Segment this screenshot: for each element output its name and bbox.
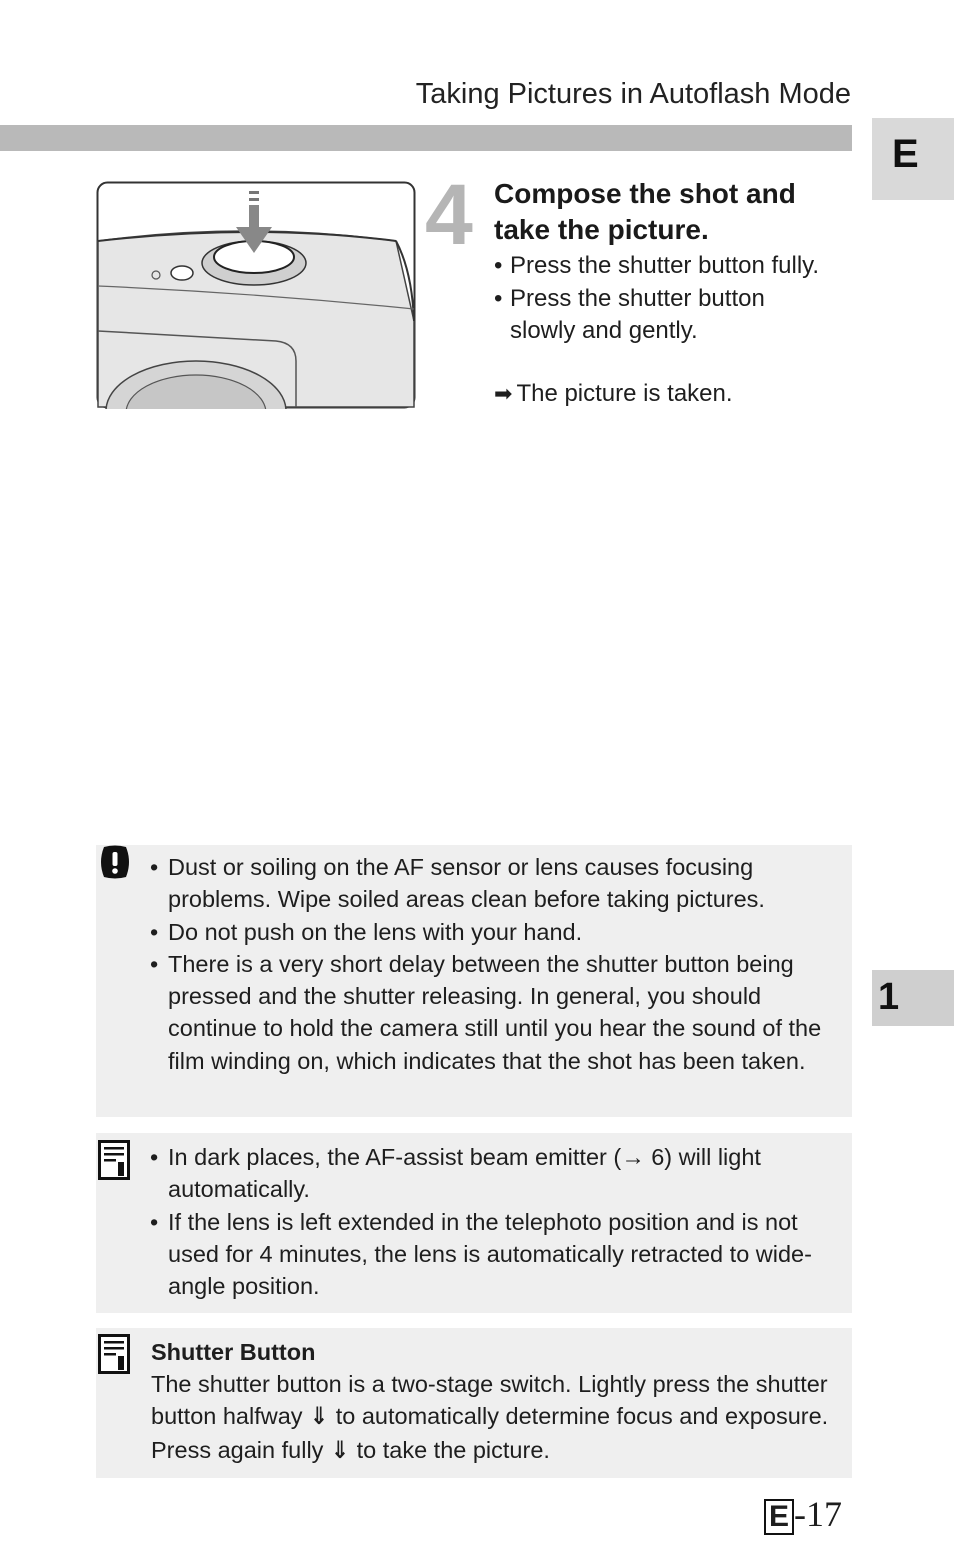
camera-shutter-press-illustration — [96, 181, 416, 409]
shutter-note-body — [151, 1368, 846, 1467]
page-number-value: -17 — [794, 1494, 843, 1534]
caution-item: • Do not push on the lens with your hand. — [150, 916, 840, 948]
page-prefix-box: E — [764, 1499, 794, 1535]
full-press-arrow-icon: ⇓ — [330, 1436, 350, 1464]
page-number — [764, 1494, 842, 1535]
caution-item: • There is a very short delay between the shutter button being pressed and the shutter releasing. In general, you should continue to hold the camera still until you hear the sound of the film winding on, which indicates that the shot has been taken. — [150, 948, 840, 1077]
step-result-text: The picture is taken. — [516, 380, 733, 407]
caution-list — [150, 851, 840, 1077]
shutter-note-text: to take the picture. — [356, 1436, 550, 1463]
step-result — [494, 378, 733, 410]
info-item: • In dark places, the AF-assist beam emitter (→ 6) will light automatically. — [150, 1141, 840, 1206]
caution-item: • Dust or soiling on the AF sensor or lens causes focusing problems. Wipe soiled areas clean before taking pictures. — [150, 851, 840, 916]
shutter-note-text: to automatically determine focus and exposure. Press again fully — [151, 1403, 829, 1463]
step-title: Compose the shot and take the picture. — [494, 178, 796, 245]
half-press-arrow-icon: ⇓ — [310, 1403, 329, 1431]
section-tab-e — [872, 118, 954, 200]
caution-icon — [98, 845, 132, 879]
info-item: • If the lens is left extended in the telephoto position and is not used for 4 minutes, the lens is automatically retracted to wide-angle position. — [150, 1206, 840, 1303]
chapter-tab-label: 1 — [878, 976, 900, 1018]
shutter-note-text: The shutter button is a two-stage switch. Lightly press the shutter button halfway — [151, 1371, 828, 1430]
chapter-tab — [872, 970, 954, 1026]
step-number: 4 — [425, 167, 473, 263]
step-bullet-list — [494, 250, 834, 348]
memo-icon — [98, 1140, 130, 1180]
result-arrow-icon: ➡ — [494, 381, 513, 406]
step-bullet: • Press the shutter button slowly and gently. — [494, 283, 834, 347]
step-bullet: • Press the shutter button fully. — [494, 250, 834, 282]
info-list — [150, 1141, 840, 1302]
page-header-title: Taking Pictures in Autoflash Mode — [415, 78, 851, 110]
shutter-note-title: Shutter Button — [151, 1339, 316, 1365]
section-tab-label: E — [892, 132, 919, 176]
memo-icon — [98, 1334, 130, 1374]
header-rule-bar — [0, 125, 852, 151]
